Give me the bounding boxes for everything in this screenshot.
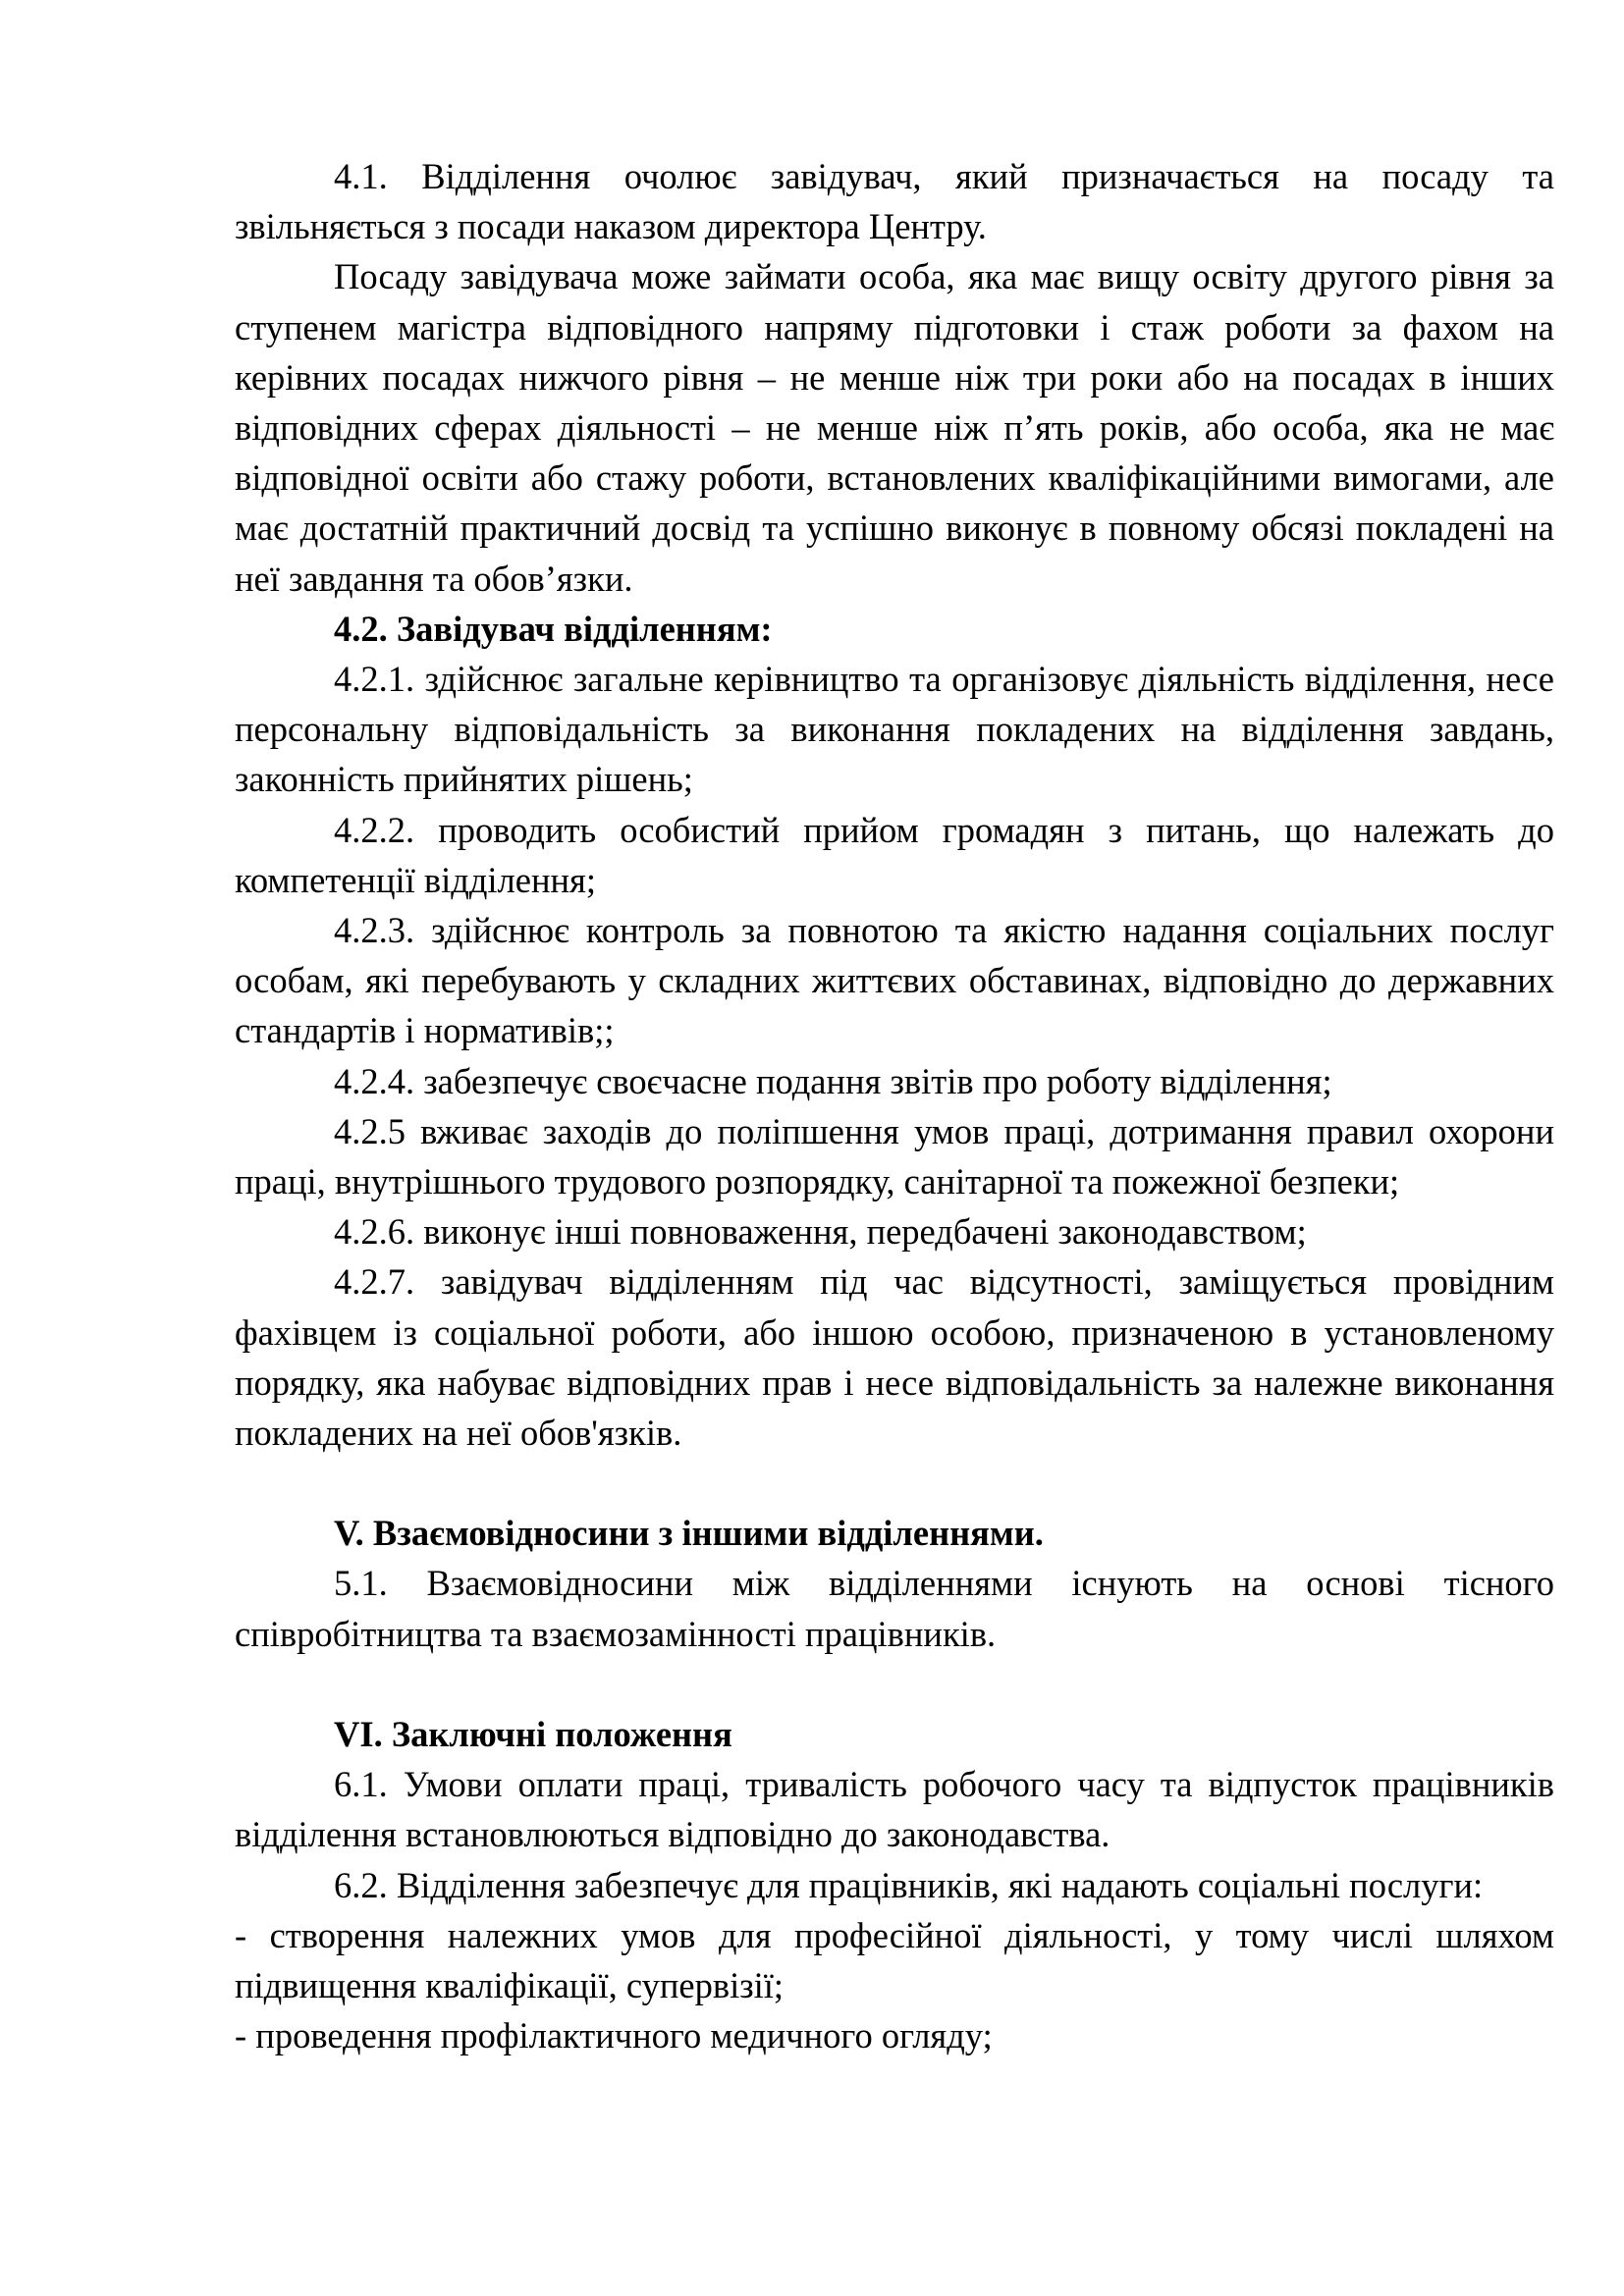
paragraph-qualification: Посаду завідувача може займати особа, яка має вищу освіту другого рівня за ступенем магістра відповідного напряму підготовки і стаж роботи за фахом на керівних посадах нижчого рівня – не менше ніж три роки або на посадах в інших відповідних сферах діяльності – не менше ніж п’ять років, або особа, яка не має відповідної освіти або стажу роботи, встановлених кваліфікаційними вимогами, але має достатній практичний досвід та успішно виконує в повному обсязі покладені на неї завдання та обов’язки. — [235, 256, 1554, 599]
paragraph-4-2-5: 4.2.5 вживає заходів до поліпшення умов праці, дотримання правил охорони праці, внутрішнього трудового розпорядку, санітарної та пожежної безпеки; — [235, 1110, 1554, 1202]
paragraph-4-2-4: 4.2.4. забезпечує своєчасне подання звітів про роботу відділення; — [334, 1060, 1332, 1101]
document-page — [235, 151, 1554, 2060]
paragraph-4-2-2: 4.2.2. проводить особистий прийом громадян з питань, що належать до компетенції відділення; — [235, 809, 1554, 900]
paragraph-4-2-7: 4.2.7. завідувач відділенням під час відсутності, заміщується провідним фахівцем із соціальної роботи, або іншою особою, призначеною в установленому порядку, яка набуває відповідних прав і несе відповідальність за належне виконання покладених на неї обов'язків. — [235, 1261, 1554, 1454]
paragraph-4-2-3: 4.2.3. здійснює контроль за повнотою та якістю надання соціальних послуг особам, які перебувають у складних життєвих обставинах, відповідно до державних стандартів і нормативів;; — [235, 910, 1554, 1051]
paragraph-6-1: 6.1. Умови оплати праці, тривалість робочого часу та відпусток працівників відділення встановлюються відповідно до законодавства. — [235, 1764, 1554, 1855]
bullet-item-1: - створення належних умов для професійної діяльності, у тому числі шляхом підвищення кваліфікації, супервізії; — [235, 1914, 1554, 2005]
paragraph-5-1: 5.1. Взаємовідносини між відділеннями існують на основі тісного співробітництва та взаємозамінності працівників. — [235, 1563, 1554, 1654]
bullet-item-2: - проведення профілактичного медичного огляду; — [235, 2015, 993, 2056]
heading-section-6: VI. Заключні положення — [334, 1713, 732, 1754]
paragraph-4-2-1: 4.2.1. здійснює загальне керівництво та організовує діяльність відділення, несе персональну відповідальність за виконання покладених на відділення завдань, законність прийнятих рішень; — [235, 659, 1554, 800]
paragraph-6-2: 6.2. Відділення забезпечує для працівників, які надають соціальні послуги: — [334, 1864, 1484, 1905]
heading-4-2: 4.2. Завідувач відділенням: — [334, 608, 773, 649]
paragraph-4-2-6: 4.2.6. виконує інші повноваження, передбачені законодавством; — [334, 1211, 1307, 1253]
heading-section-5: V. Взаємовідносини з іншими відділеннями. — [334, 1513, 1044, 1554]
paragraph-4-1: 4.1. Відділення очолює завідувач, який призначається на посаду та звільняється з посади наказом директора Центру. — [235, 156, 1554, 247]
